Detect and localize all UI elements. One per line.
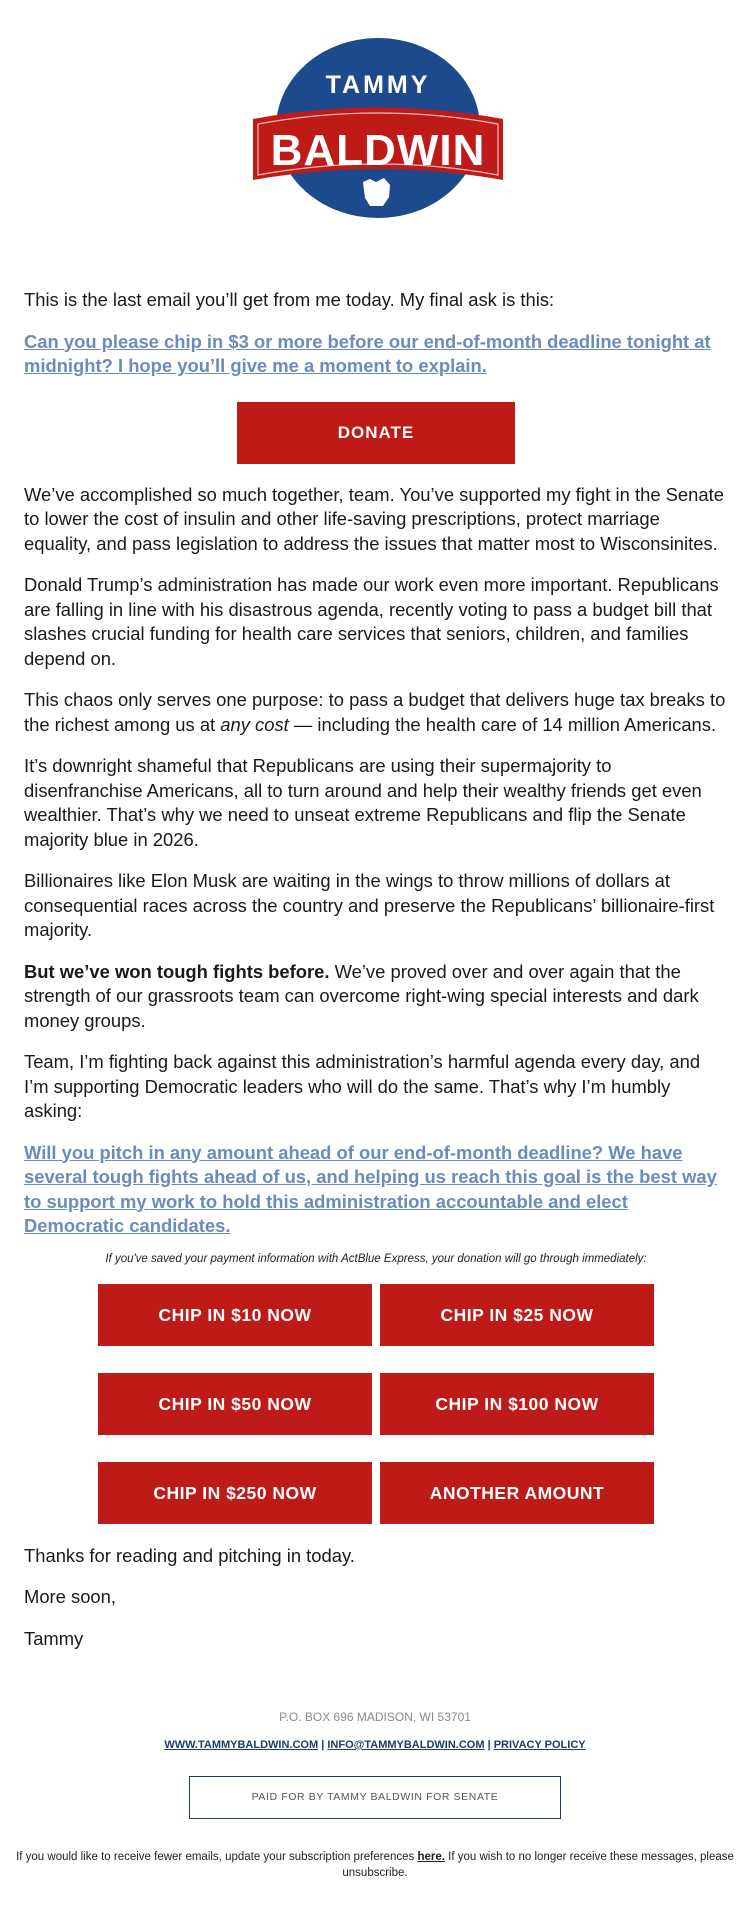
- preferences-link[interactable]: here.: [417, 1851, 445, 1863]
- paid-for-disclaimer: PAID FOR BY TAMMY BALDWIN FOR SENATE: [189, 1776, 561, 1819]
- chip-in-10-button[interactable]: CHIP IN $10 NOW: [98, 1284, 372, 1346]
- link-separator: |: [321, 1739, 325, 1751]
- paragraph-4: It’s downright shameful that Republicans are using their supermajority to disenfranchise Americans, all to turn around and help their wealthy friends get even wealthier. That’s why we need to unseat extreme Republicans and flip the Senate majority blue in 2026.: [24, 755, 702, 850]
- chip-in-50-button[interactable]: CHIP IN $50 NOW: [98, 1373, 372, 1435]
- signature: Tammy: [24, 1627, 84, 1649]
- chip-in-grid: [98, 1284, 654, 1524]
- ask-link-1[interactable]: Can you please chip in $3 or more before our end-of-month deadline tonight at midnight? I hope you’ll give me a moment to explain.: [24, 330, 711, 376]
- another-amount-button[interactable]: ANOTHER AMOUNT: [380, 1462, 654, 1524]
- paragraph-6: But we’ve won tough fights before. We’ve proved over and over again that the strength of our grassroots team can overcome right-wing special interests and dark money groups.: [24, 960, 699, 1031]
- svg-text:TAMMY: TAMMY: [325, 71, 431, 99]
- email-link[interactable]: INFO@TAMMYBALDWIN.COM: [327, 1739, 485, 1751]
- closing-thanks: Thanks for reading and pitching in today.: [24, 1544, 355, 1566]
- bold-lead: But we’ve won tough fights before.: [24, 960, 330, 982]
- campaign-logo: [250, 30, 506, 220]
- chip-in-250-button[interactable]: CHIP IN $250 NOW: [98, 1462, 372, 1524]
- svg-text:BALDWIN: BALDWIN: [270, 126, 486, 175]
- chip-in-100-button[interactable]: CHIP IN $100 NOW: [380, 1373, 654, 1435]
- donate-button[interactable]: DONATE: [237, 402, 515, 464]
- closing-more-soon: More soon,: [24, 1586, 116, 1607]
- website-link[interactable]: WWW.TAMMYBALDWIN.COM: [164, 1739, 319, 1751]
- unsubscribe-text: If you would like to receive fewer emails, update your subscription preferences here. If you wish to no longer receive these messages, please unsubscribe.: [16, 1851, 734, 1879]
- paragraph-1: We’ve accomplished so much together, team. You’ve supported my fight in the Senate to lower the cost of insulin and other life-saving prescriptions, protect marriage equality, and pass legislation to address the issues that matter most to Wisconsinites.: [24, 483, 724, 554]
- intro-text: This is the last email you’ll get from me today. My final ask is this:: [24, 289, 555, 310]
- emphasis-any-cost: any cost: [220, 713, 289, 735]
- paragraph-7: Team, I’m fighting back against this administration’s harmful agenda every day, and I’m supporting Democratic leaders who will do the same. That’s why I’m humbly asking:: [24, 1051, 701, 1121]
- footer: [0, 1710, 750, 1881]
- paragraph-5: Billionaires like Elon Musk are waiting in the wings to throw millions of dollars at consequential races across the country and preserve the Republicans’ billionaire-first majority.: [24, 870, 715, 940]
- privacy-policy-link[interactable]: PRIVACY POLICY: [493, 1739, 586, 1751]
- actblue-express-note: If you've saved your payment information with ActBlue Express, your donation will go through immediately:: [105, 1252, 647, 1265]
- ask-link-2[interactable]: Will you pitch in any amount ahead of our end-of-month deadline? We have several tough fights ahead of us, and helping us reach this goal is the best way to support my work to hold this administration accountable and elect Democratic candidates.: [24, 1141, 717, 1236]
- footer-links: [0, 1739, 750, 1751]
- link-separator: |: [487, 1739, 491, 1751]
- mailing-address: P.O. BOX 696 MADISON, WI 53701: [279, 1710, 471, 1724]
- chip-in-25-button[interactable]: CHIP IN $25 NOW: [380, 1284, 654, 1346]
- paragraph-3: This chaos only serves one purpose: to pass a budget that delivers huge tax breaks to the richest among us at any cost — including the health care of 14 million Americans.: [24, 689, 726, 735]
- paragraph-2: Donald Trump’s administration has made our work even more important. Republicans are falling in line with his disastrous agenda, recently voting to pass a budget bill that slashes crucial funding for health care services that seniors, children, and families depend on.: [24, 574, 719, 669]
